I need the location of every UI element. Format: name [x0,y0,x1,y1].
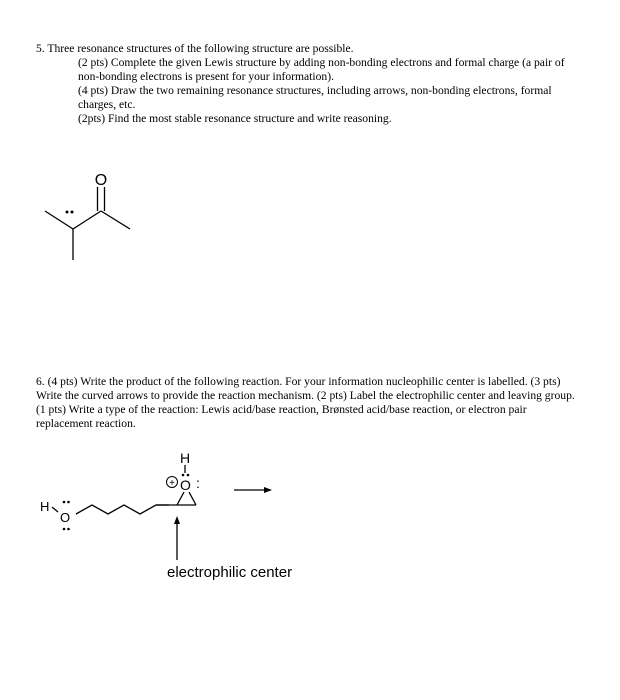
q5-part-2: (4 pts) Draw the two remaining resonance structures, including arrows, non-bonding electrons, formal charges, etc. [78,84,552,111]
epoxide-o-label: O [180,477,191,493]
q5-title: 5. Three resonance structures of the following structure are possible. [36,42,354,55]
q6-text: 6. (4 pts) Write the product of the following reaction. For your information nucleophilic center is labelled. (3 pts) Write the curved arrows to provide the reaction mechanism. (2 pts) Label the electrophilic center and leaving group. (1 pts) Write a type of the reaction: Lewis acid/base reaction, Brønsted acid/base reaction, or electron pair replacement reaction. [36,375,575,430]
hydroxyl-lone-pair-dot [63,501,66,504]
epoxide-c-o-left [177,492,184,505]
epoxide-c-o-right [189,492,196,505]
carbon-chain [76,505,156,514]
epoxide-lone-pair: : [196,475,200,491]
electrophilic-center-label: electrophilic center [167,564,293,581]
hydroxyl-h-label: H [40,499,50,514]
positive-charge-sign: + [169,478,175,489]
label-arrow-head [174,516,180,524]
reaction-arrow-head [264,487,272,493]
hydroxyl-lone-pair-dot [67,501,70,504]
h-o-bond [52,507,58,512]
epoxide-o-dot [182,474,185,477]
q5-part-1: (2 pts) Complete the given Lewis structure by adding non-bonding electrons and formal charge (a pair of non-bonding electrons is present for your information). [78,56,565,83]
hydroxyl-lone-pair-dot [67,528,70,531]
epoxide-h-label: H [180,450,191,466]
q5-part-3: (2pts) Find the most stable resonance structure and write reasoning. [78,112,392,125]
hydroxyl-lone-pair-dot [63,528,66,531]
epoxide-o-dot [187,474,190,477]
q5-oxygen-label: O [94,172,108,189]
hydroxyl-o-label: O [60,510,71,525]
